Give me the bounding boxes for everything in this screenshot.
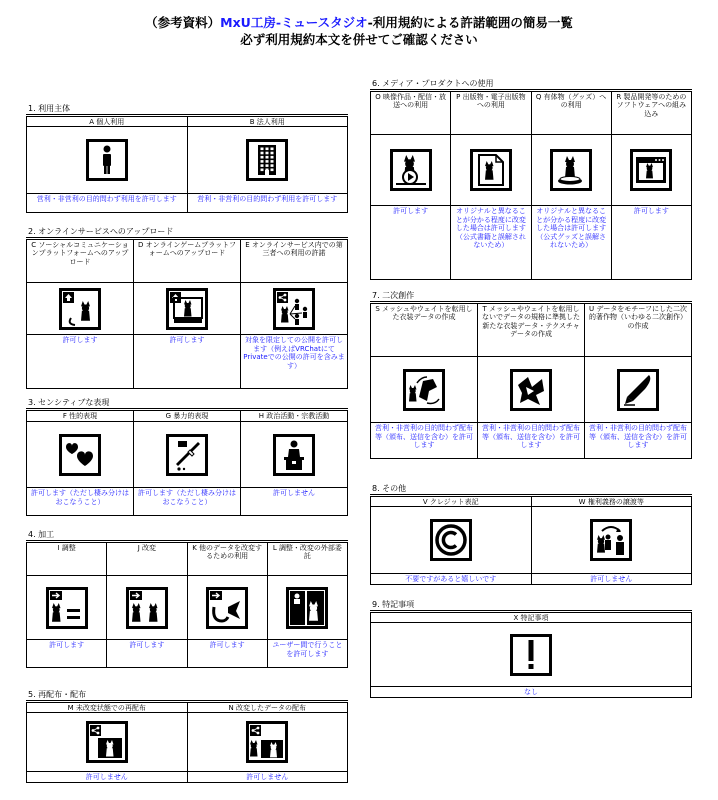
section-title: 5. 再配布・配布	[26, 690, 348, 701]
permission-text: 許可します（ただし棲み分けはおこなうこと）	[27, 487, 133, 515]
copyright-icon	[430, 519, 472, 561]
license-grid	[370, 496, 692, 585]
item-heading: X 特記事項	[371, 612, 691, 623]
section-title: 2. オンラインサービスへのアップロード	[26, 227, 348, 238]
section-title: 4. 加工	[26, 530, 348, 541]
icon-area	[241, 422, 347, 487]
icon-area	[478, 357, 584, 422]
icon-area	[371, 507, 531, 573]
icon-area	[188, 713, 348, 771]
software-icon	[630, 149, 672, 191]
icon-area	[188, 127, 348, 193]
license-item	[240, 410, 347, 515]
permission-text: 営利・非営利の目的問わず利用を許可します	[27, 193, 187, 212]
transfer-icon	[590, 519, 632, 561]
icon-area	[451, 135, 530, 205]
permission-text: ユーザー間で行うことを許可します	[268, 639, 347, 667]
permission-text: 許可しません	[27, 771, 187, 782]
item-heading: D オンラインゲームプラットフォームへのアップロード	[134, 239, 240, 283]
license-item	[27, 116, 187, 212]
permission-text: オリジナルと異なることが分かる程度に改変した場合は許可します（公式グッズと誤解されないため）	[532, 205, 611, 279]
license-item	[267, 542, 347, 667]
item-heading: M 未改変状態での再配布	[27, 702, 187, 713]
permission-text: 許可します	[371, 205, 450, 279]
item-heading: I 調整	[27, 542, 106, 576]
license-item	[27, 410, 133, 515]
item-heading: H 政治活動・宗教活動	[241, 410, 347, 422]
video-icon	[390, 149, 432, 191]
distribute-modified-icon	[246, 721, 288, 763]
icon-area	[27, 576, 106, 639]
knife-icon	[166, 434, 208, 476]
license-grid	[26, 239, 348, 389]
item-heading: K 他のデータを改変するための利用	[188, 542, 267, 576]
building-icon	[246, 139, 288, 181]
license-item	[240, 239, 347, 388]
item-heading: S メッシュやウェイトを転用した衣装データの作成	[371, 303, 477, 357]
license-item	[133, 410, 240, 515]
item-heading: Q 有体物（グッズ）への利用	[532, 91, 611, 135]
hearts-icon	[59, 434, 101, 476]
title-line-2: 必ず利用規約本文を併せてご確認ください	[240, 32, 478, 47]
section-4	[26, 530, 348, 668]
redistribute-icon	[86, 721, 128, 763]
license-grid	[370, 303, 692, 459]
new-texture-icon	[510, 369, 552, 411]
item-heading: B 法人利用	[188, 116, 348, 127]
section-2	[26, 227, 348, 389]
section-title: 9. 特記事項	[370, 600, 692, 611]
section-5	[26, 690, 348, 783]
license-grid	[26, 116, 348, 213]
license-item	[450, 91, 530, 279]
icon-area	[371, 623, 691, 686]
icon-area	[27, 127, 187, 193]
license-item	[531, 91, 611, 279]
license-item	[371, 496, 531, 584]
section-1	[26, 104, 348, 213]
permission-text: 許可します	[134, 334, 240, 388]
item-heading: W 権利義務の譲渡等	[532, 496, 692, 507]
permission-text: なし	[371, 686, 691, 697]
title-suffix: -利用規約による許諾範囲の簡易一覧	[367, 15, 573, 30]
license-item	[133, 239, 240, 388]
license-grid	[26, 702, 348, 783]
item-heading: A 個人利用	[27, 116, 187, 127]
item-heading: P 出版物・電子出版物への利用	[451, 91, 530, 135]
permission-text: 許可します（ただし棲み分けはおこなうこと）	[134, 487, 240, 515]
license-grid	[370, 91, 692, 280]
permission-text: 営利・非営利の目的問わず配布等（頒布、送信を含む）を許可します	[371, 422, 477, 458]
icon-area	[27, 283, 133, 334]
section-title: 8. その他	[370, 484, 692, 495]
icon-area	[532, 507, 692, 573]
icon-area	[27, 422, 133, 487]
license-grid	[26, 542, 348, 668]
adjust-icon	[46, 587, 88, 629]
license-item	[106, 542, 186, 667]
license-item	[371, 91, 450, 279]
icon-area	[585, 357, 691, 422]
title-prefix: （参考資料）	[145, 15, 221, 30]
license-grid	[370, 612, 692, 698]
item-heading: J 改変	[107, 542, 186, 576]
license-item	[27, 239, 133, 388]
license-item	[187, 702, 348, 782]
section-title: 3. センシティブな表現	[26, 398, 348, 409]
section-title: 7. 二次創作	[370, 291, 692, 302]
exclamation-icon	[510, 634, 552, 676]
permission-text: 営利・非営利の目的問わず配布等（頒布、送信を含む）を許可します	[478, 422, 584, 458]
share-users-icon	[273, 288, 315, 330]
icon-area	[241, 283, 347, 334]
license-item	[477, 303, 584, 458]
pen-icon	[617, 369, 659, 411]
page-title	[0, 14, 718, 48]
license-item	[531, 496, 692, 584]
item-heading: C ソーシャルコミュニケーションプラットフォームへのアップロード	[27, 239, 133, 283]
item-heading: L 調整・改変の外部委託	[268, 542, 347, 576]
license-grid	[26, 410, 348, 516]
icon-area	[612, 135, 691, 205]
permission-text: 許可します	[27, 334, 133, 388]
item-heading: N 改変したデータの配布	[188, 702, 348, 713]
license-item	[371, 612, 691, 697]
permission-text: 許可しません	[532, 573, 692, 584]
section-8	[370, 484, 692, 585]
use-for-other-icon	[206, 587, 248, 629]
mesh-convert-icon	[403, 369, 445, 411]
permission-text: 不要ですがあると嬉しいです	[371, 573, 531, 584]
item-heading: U データをモチーフにした二次的著作物（いわゆる二次創作）の作成	[585, 303, 691, 357]
license-item	[27, 542, 106, 667]
section-title: 1. 利用主体	[26, 104, 348, 115]
item-heading: G 暴力的表現	[134, 410, 240, 422]
permission-text: 許可します	[27, 639, 106, 667]
icon-area	[27, 713, 187, 771]
icon-area	[532, 135, 611, 205]
license-item	[584, 303, 691, 458]
license-item	[187, 116, 348, 212]
person-icon	[86, 139, 128, 181]
section-title: 6. メディア・プロダクトへの使用	[370, 79, 692, 90]
icon-area	[188, 576, 267, 639]
icon-area	[268, 576, 347, 639]
permission-text: 許可しません	[241, 487, 347, 515]
section-3	[26, 398, 348, 516]
podium-icon	[273, 434, 315, 476]
title-brand: MxU工房-ミュースタジオ	[220, 15, 368, 30]
license-item	[611, 91, 691, 279]
permission-text: 許可しません	[188, 771, 348, 782]
permission-text: オリジナルと異なることが分かる程度に改変した場合は許可します（公式書籍と誤解されないため）	[451, 205, 530, 279]
title-line-1	[0, 14, 718, 31]
goods-icon	[550, 149, 592, 191]
permission-text: 許可します	[107, 639, 186, 667]
modify-icon	[126, 587, 168, 629]
icon-area	[371, 135, 450, 205]
item-heading: O 映像作品・配信・放送への利用	[371, 91, 450, 135]
icon-area	[371, 357, 477, 422]
section-7	[370, 291, 692, 459]
upload-social-icon	[59, 288, 101, 330]
item-heading: T メッシュやウェイトを転用しないでデータの規格に準拠した新たな衣装データ・テクスチャデータの作成	[478, 303, 584, 357]
section-6	[370, 79, 692, 280]
item-heading: F 性的表現	[27, 410, 133, 422]
permission-text: 営利・非営利の目的問わず配布等（頒布、送信を含む）を許可します	[585, 422, 691, 458]
license-item	[187, 542, 267, 667]
license-item	[27, 702, 187, 782]
document-icon	[470, 149, 512, 191]
permission-text: 営利・非営利の目的問わず利用を許可します	[188, 193, 348, 212]
upload-game-icon	[166, 288, 208, 330]
section-9	[370, 600, 692, 698]
permission-text: 対象を限定しての公開を許可します（例えばVRChatにてPrivateでの公開の許可を含みます）	[241, 334, 347, 388]
icon-area	[134, 422, 240, 487]
icon-area	[107, 576, 186, 639]
item-heading: V クレジット表記	[371, 496, 531, 507]
item-heading: R 製品開発等のためのソフトウェアへの組み込み	[612, 91, 691, 135]
outsource-icon	[286, 587, 328, 629]
permission-text: 許可します	[612, 205, 691, 279]
license-item	[371, 303, 477, 458]
icon-area	[134, 283, 240, 334]
permission-text: 許可します	[188, 639, 267, 667]
item-heading: E オンラインサービス内での第三者への利用の許諾	[241, 239, 347, 283]
